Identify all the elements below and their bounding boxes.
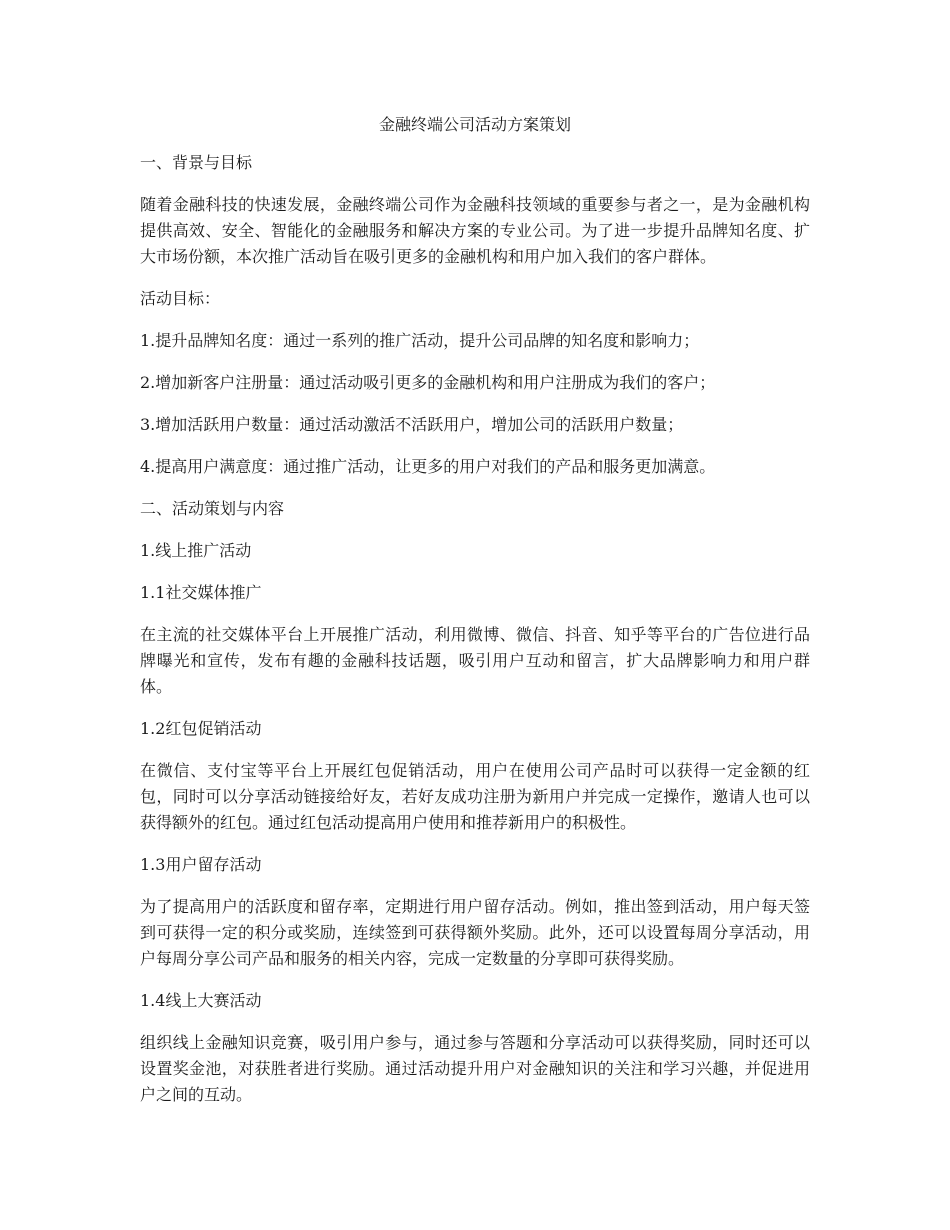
item-heading: 1.2红包促销活动	[140, 719, 262, 738]
item-heading: 1.4线上大赛活动	[140, 991, 262, 1010]
item-paragraph: 在微信、支付宝等平台上开展红包促销活动，用户在使用公司产品时可以获得一定金额的红包，同时可以分享活动链接给好友，若好友成功注册为新用户并完成一定操作，邀请人也可以获得额外的红包。通过红包活动提高用户使用和推荐新用户的积极性。	[140, 761, 810, 832]
goal-item: 1.提升品牌知名度：通过一系列的推广活动，提升公司品牌的知名度和影响力；	[140, 331, 700, 350]
item-heading: 1.1社交媒体推广	[140, 583, 262, 602]
goal-item: 3.增加活跃用户数量：通过活动激活不活跃用户，增加公司的活跃用户数量；	[140, 415, 684, 434]
item-paragraph: 在主流的社交媒体平台上开展推广活动，利用微博、微信、抖音、知乎等平台的广告位进行品牌曝光和宣传，发布有趣的金融科技话题，吸引用户互动和留言，扩大品牌影响力和用户群体。	[140, 625, 810, 696]
document-title: 金融终端公司活动方案策划	[378, 115, 571, 134]
goals-label: 活动目标：	[140, 289, 221, 308]
subsection-heading-online: 1.线上推广活动	[140, 541, 252, 560]
background-paragraph: 随着金融科技的快速发展，金融终端公司作为金融科技领域的重要参与者之一，是为金融机构提供高效、安全、智能化的金融服务和解决方案的专业公司。为了进一步提升品牌知名度、扩大市场份额，本次推广活动旨在吸引更多的金融机构和用户加入我们的客户群体。	[140, 195, 810, 266]
section-heading-planning: 二、活动策划与内容	[140, 499, 285, 518]
goal-item: 4.提高用户满意度：通过推广活动，让更多的用户对我们的产品和服务更加满意。	[140, 457, 716, 476]
section-heading-background: 一、背景与目标	[140, 153, 253, 172]
goal-item: 2.增加新客户注册量：通过活动吸引更多的金融机构和用户注册成为我们的客户；	[140, 373, 716, 392]
item-paragraph: 为了提高用户的活跃度和留存率，定期进行用户留存活动。例如，推出签到活动，用户每天签到可获得一定的积分或奖励，连续签到可获得额外奖励。此外，还可以设置每周分享活动，用户每周分享公司产品和服务的相关内容，完成一定数量的分享即可获得奖励。	[140, 897, 810, 968]
item-paragraph: 组织线上金融知识竞赛，吸引用户参与，通过参与答题和分享活动可以获得奖励，同时还可以设置奖金池，对获胜者进行奖励。通过活动提升用户对金融知识的关注和学习兴趣，并促进用户之间的互动。	[140, 1033, 810, 1104]
item-heading: 1.3用户留存活动	[140, 855, 262, 874]
